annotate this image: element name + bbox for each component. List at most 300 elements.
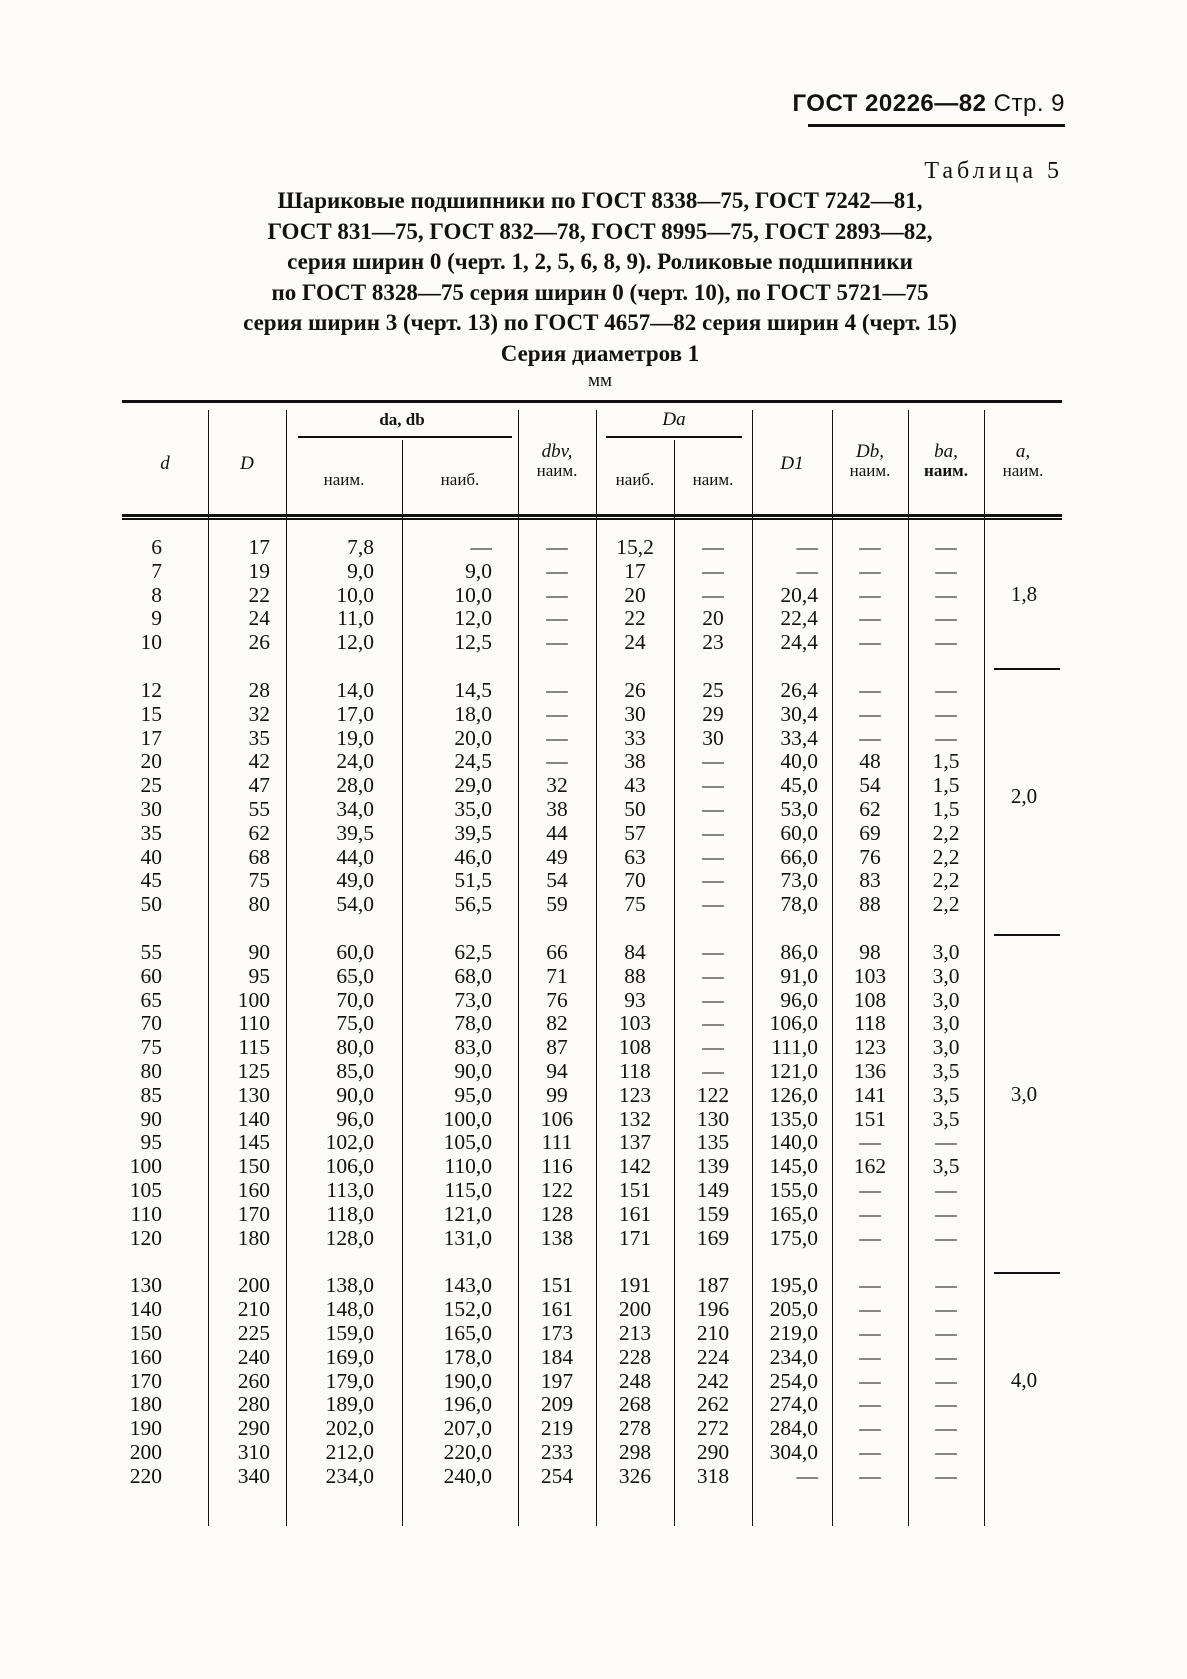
cell-Db: — <box>859 1439 881 1464</box>
cell-Da-min: 149 <box>696 1177 730 1202</box>
cell-D: 200 <box>237 1273 270 1298</box>
cell-da-max: 24,5 <box>454 749 492 774</box>
cell-Db: — <box>859 677 881 702</box>
cell-Da-min: — <box>702 844 724 869</box>
cell-D1: 86,0 <box>780 939 818 964</box>
header-Da-max: наиб. <box>615 470 655 489</box>
cell-D: 90 <box>248 939 270 964</box>
cell-da-max: 143,0 <box>443 1273 492 1298</box>
title-line: серия ширин 0 (черт. 1, 2, 5, 6, 8, 9). Роликовые подшипники <box>287 249 913 274</box>
header-da-max: наиб. <box>440 470 480 489</box>
cell-da-max: 83,0 <box>454 1035 492 1060</box>
cell-da-max: 95,0 <box>454 1082 492 1107</box>
cell-D1: 45,0 <box>780 773 818 798</box>
cell-da-min: 7,8 <box>347 535 374 559</box>
cell-D: 115 <box>238 1035 270 1060</box>
cell-da-min: 60,0 <box>336 939 374 964</box>
cell-D: 28 <box>248 677 270 702</box>
cell-da-min: 138,0 <box>325 1273 374 1298</box>
title-line: Серия диаметров 1 <box>500 340 700 366</box>
cell-da-max: 68,0 <box>454 963 492 988</box>
cell-Db: 108 <box>853 987 887 1012</box>
cell-D: 225 <box>237 1320 270 1345</box>
cell-D1: — <box>796 558 818 583</box>
cell-dbv: 173 <box>540 1320 574 1345</box>
cell-Da-max: 43 <box>624 773 646 798</box>
cell-d: 130 <box>129 1273 162 1298</box>
unit-label: мм <box>587 370 613 391</box>
cell-D: 95 <box>248 963 270 988</box>
cell-Db: — <box>859 1201 881 1226</box>
cell-Da-min: 169 <box>696 1225 730 1250</box>
cell-D: 170 <box>237 1201 270 1226</box>
cell-Db: 162 <box>853 1154 887 1179</box>
header-subrule-da <box>298 436 512 438</box>
cell-Da-min: 159 <box>696 1201 730 1226</box>
cell-da-min: 9,0 <box>347 558 374 583</box>
cell-Da-min: — <box>702 1035 724 1060</box>
cell-da-min: 10,0 <box>336 582 374 607</box>
cell-D1: 20,4 <box>780 582 818 607</box>
cell-d: 8 <box>151 582 162 607</box>
column-da-max <box>412 536 492 1488</box>
cell-dbv: 151 <box>540 1273 574 1298</box>
cell-D1: 175,0 <box>769 1225 818 1250</box>
cell-da-max: — <box>470 535 492 559</box>
cell-Db: — <box>859 535 881 559</box>
cell-ba: — <box>935 677 957 702</box>
header-Da: Da <box>662 409 686 430</box>
cell-ba: — <box>935 1344 957 1369</box>
cell-d: 60 <box>140 963 162 988</box>
cell-da-min: 169,0 <box>325 1344 374 1369</box>
cell-dbv: — <box>546 630 568 655</box>
cell-d: 15 <box>140 701 162 726</box>
cell-Db: 136 <box>853 1058 887 1083</box>
cell-D: 75 <box>248 868 270 893</box>
cell-d: 9 <box>151 606 162 631</box>
cell-da-max: 78,0 <box>454 1011 492 1036</box>
cell-Da-min: 20 <box>702 606 724 631</box>
table-top-rule <box>122 400 1062 403</box>
cell-D1: 121,0 <box>769 1058 818 1083</box>
table-label: Таблица 5 <box>924 158 1063 184</box>
cell-Db: 88 <box>859 892 881 917</box>
cell-Da-min: 122 <box>696 1082 730 1107</box>
cell-Db: 76 <box>859 844 881 869</box>
cell-D1: 91,0 <box>780 963 818 988</box>
cell-Db: — <box>859 1177 881 1202</box>
cell-Da-min: 30 <box>702 725 724 750</box>
cell-d: 200 <box>129 1439 162 1464</box>
cell-Db: — <box>859 1463 881 1488</box>
cell-d: 20 <box>140 749 162 774</box>
cell-D1: 135,0 <box>769 1106 818 1131</box>
cell-Da-max: 103 <box>618 1011 652 1036</box>
cell-Db: 118 <box>854 1011 886 1036</box>
cell-Db: — <box>859 1344 881 1369</box>
cell-da-max: 12,5 <box>454 630 492 655</box>
cell-D: 110 <box>238 1011 270 1036</box>
cell-D: 130 <box>237 1082 270 1107</box>
cell-d: 170 <box>129 1368 162 1393</box>
cell-da-max: 121,0 <box>443 1201 492 1226</box>
cell-da-min: 34,0 <box>336 796 374 821</box>
cell-da-max: 220,0 <box>443 1439 492 1464</box>
cell-da-max: 178,0 <box>443 1344 492 1369</box>
cell-dbv: 161 <box>540 1297 574 1322</box>
cell-d: 190 <box>129 1416 162 1441</box>
cell-Da-min: — <box>702 892 724 917</box>
cell-da-max: 18,0 <box>454 701 492 726</box>
cell-Da-max: 123 <box>618 1082 652 1107</box>
cell-da-max: 29,0 <box>454 773 492 798</box>
cell-Db: 54 <box>859 773 881 798</box>
col-divider <box>752 410 753 1526</box>
cell-Db: — <box>859 1416 881 1441</box>
cell-Da-min: — <box>702 796 724 821</box>
cell-d: 30 <box>140 796 162 821</box>
cell-d: 7 <box>151 558 162 583</box>
cell-da-max: 73,0 <box>454 987 492 1012</box>
cell-D: 280 <box>237 1392 270 1417</box>
cell-Db: — <box>859 1225 881 1250</box>
cell-Da-max: 50 <box>624 796 646 821</box>
cell-Db: 69 <box>859 820 881 845</box>
cell-Da-min: 242 <box>696 1368 730 1393</box>
cell-d: 40 <box>140 844 162 869</box>
cell-da-max: 240,0 <box>443 1463 492 1488</box>
cell-D: 310 <box>237 1439 270 1464</box>
cell-Da-min: — <box>702 582 724 607</box>
cell-da-max: 110,0 <box>444 1154 492 1179</box>
page-header <box>793 90 1065 118</box>
cell-Da-max: 108 <box>618 1035 652 1060</box>
cell-da-max: 39,5 <box>454 820 492 845</box>
cell-da-min: 189,0 <box>325 1392 374 1417</box>
cell-dbv: 44 <box>546 820 568 845</box>
cell-dbv: 106 <box>540 1106 574 1131</box>
cell-Da-min: 135 <box>696 1130 730 1155</box>
a-group-rule <box>994 668 1060 670</box>
cell-Da-min: 224 <box>696 1344 730 1369</box>
cell-Da-max: 26 <box>624 677 646 702</box>
gost-number: ГОСТ 20226—82 <box>792 90 987 117</box>
cell-ba: — <box>935 606 957 631</box>
cell-dbv: 122 <box>540 1177 574 1202</box>
cell-da-max: 9,0 <box>465 558 492 583</box>
cell-D1: 30,4 <box>780 701 818 726</box>
cell-D1: 165,0 <box>769 1201 818 1226</box>
cell-da-min: 28,0 <box>336 773 374 798</box>
cell-dbv: 116 <box>541 1154 573 1179</box>
cell-dbv: — <box>546 582 568 607</box>
cell-d: 140 <box>129 1297 162 1322</box>
cell-D1: 33,4 <box>780 725 818 750</box>
cell-dbv: 233 <box>540 1439 574 1464</box>
cell-ba: — <box>935 1392 957 1417</box>
cell-D: 68 <box>248 844 270 869</box>
cell-ba: — <box>935 558 957 583</box>
cell-Da-max: 200 <box>618 1297 652 1322</box>
cell-Db: 103 <box>853 963 887 988</box>
cell-d: 70 <box>140 1011 162 1036</box>
cell-D1: 140,0 <box>769 1130 818 1155</box>
cell-da-max: 207,0 <box>443 1416 492 1441</box>
cell-ba: — <box>935 701 957 726</box>
cell-ba: — <box>935 630 957 655</box>
cell-Db: 83 <box>859 868 881 893</box>
cell-D1: 53,0 <box>780 796 818 821</box>
cell-d: 12 <box>140 677 162 702</box>
cell-da-min: 49,0 <box>336 868 374 893</box>
column-dbv <box>518 536 596 1488</box>
cell-da-min: 179,0 <box>325 1368 374 1393</box>
cell-da-max: 100,0 <box>443 1106 492 1131</box>
cell-D1: 66,0 <box>780 844 818 869</box>
cell-Da-min: 25 <box>702 677 724 702</box>
cell-dbv: 87 <box>546 1035 568 1060</box>
header-da-db: da, db <box>379 410 425 429</box>
col-divider <box>984 410 985 1526</box>
title-line: ГОСТ 831—75, ГОСТ 832—78, ГОСТ 8995—75, ГОСТ 2893—82, <box>267 218 933 244</box>
cell-da-min: 19,0 <box>336 725 374 750</box>
cell-dbv: — <box>546 677 568 702</box>
cell-dbv: 138 <box>540 1225 574 1250</box>
cell-Da-min: 210 <box>696 1320 730 1345</box>
cell-dbv: 219 <box>540 1416 574 1441</box>
cell-D: 55 <box>248 796 270 821</box>
cell-D1: 274,0 <box>769 1392 818 1417</box>
cell-dbv: — <box>546 535 568 559</box>
column-Db <box>832 536 908 1488</box>
cell-Da-max: 248 <box>618 1368 652 1393</box>
cell-Da-max: 15,2 <box>616 535 654 559</box>
cell-Db: — <box>859 558 881 583</box>
cell-da-max: 12,0 <box>454 606 492 631</box>
cell-da-min: 85,0 <box>336 1058 374 1083</box>
cell-D1: 145,0 <box>769 1154 818 1179</box>
cell-D: 22 <box>248 582 270 607</box>
cell-Da-min: 29 <box>702 701 724 726</box>
cell-D1: 155,0 <box>769 1177 818 1202</box>
cell-Db: — <box>859 630 881 655</box>
col-divider <box>286 410 287 1526</box>
cell-D: 150 <box>237 1154 270 1179</box>
cell-ba: — <box>935 535 957 559</box>
cell-D: 290 <box>237 1416 270 1441</box>
cell-D: 100 <box>237 987 270 1012</box>
cell-Db: — <box>859 606 881 631</box>
cell-D: 62 <box>248 820 270 845</box>
cell-da-min: 44,0 <box>336 844 374 869</box>
cell-ba: — <box>935 1201 957 1226</box>
cell-da-min: 128,0 <box>325 1225 374 1250</box>
cell-D1: 195,0 <box>769 1273 818 1298</box>
column-ba <box>908 536 984 1488</box>
header-d: d <box>160 453 170 474</box>
cell-ba: 3,0 <box>932 939 960 964</box>
cell-D1: 111,0 <box>771 1035 818 1060</box>
cell-Db: — <box>859 1320 881 1345</box>
header-a: a, наим. <box>1002 441 1044 480</box>
cell-Da-max: 75 <box>624 892 646 917</box>
column-D <box>212 536 270 1488</box>
cell-da-max: 56,5 <box>454 892 492 917</box>
cell-da-max: 115,0 <box>444 1177 492 1202</box>
cell-dbv: 59 <box>546 892 568 917</box>
cell-Da-max: 268 <box>618 1392 652 1417</box>
cell-D1: 22,4 <box>780 606 818 631</box>
cell-da-min: 234,0 <box>325 1463 374 1488</box>
column-d <box>122 536 162 1488</box>
header-da-min: наим. <box>323 470 365 489</box>
cell-D1: 234,0 <box>769 1344 818 1369</box>
cell-D: 160 <box>237 1177 270 1202</box>
cell-Da-min: 318 <box>696 1463 730 1488</box>
cell-da-min: 106,0 <box>325 1154 374 1179</box>
header-subrule-Da <box>606 436 742 438</box>
col-divider <box>402 440 403 1526</box>
cell-da-max: 46,0 <box>454 844 492 869</box>
cell-dbv: — <box>546 701 568 726</box>
cell-Da-max: 30 <box>624 701 646 726</box>
cell-D: 145 <box>237 1130 270 1155</box>
cell-D: 42 <box>248 749 270 774</box>
cell-dbv: 197 <box>540 1368 574 1393</box>
cell-dbv: 32 <box>546 773 568 798</box>
cell-ba: 2,2 <box>932 844 960 869</box>
cell-dbv: 38 <box>546 796 568 821</box>
cell-da-min: 17,0 <box>336 701 374 726</box>
cell-da-min: 39,5 <box>336 820 374 845</box>
cell-Da-min: — <box>702 963 724 988</box>
cell-Da-min: 262 <box>696 1392 730 1417</box>
cell-D1: 24,4 <box>780 630 818 655</box>
cell-Da-min: — <box>702 987 724 1012</box>
cell-Da-min: 130 <box>696 1106 730 1131</box>
table-title <box>150 186 1050 369</box>
cell-D1: 60,0 <box>780 820 818 845</box>
cell-Da-max: 278 <box>618 1416 652 1441</box>
cell-dbv: — <box>546 749 568 774</box>
cell-da-max: 10,0 <box>454 582 492 607</box>
cell-ba: 3,0 <box>932 1035 960 1060</box>
cell-d: 180 <box>129 1392 162 1417</box>
cell-dbv: 254 <box>540 1463 574 1488</box>
cell-da-min: 212,0 <box>325 1439 374 1464</box>
cell-Da-max: 171 <box>618 1225 652 1250</box>
cell-d: 90 <box>140 1106 162 1131</box>
header-rule <box>808 124 1065 127</box>
cell-da-max: 152,0 <box>443 1297 492 1322</box>
cell-ba: — <box>935 1416 957 1441</box>
cell-Db: — <box>859 1297 881 1322</box>
cell-Da-max: 228 <box>618 1344 652 1369</box>
cell-dbv: 111 <box>541 1130 573 1155</box>
cell-da-max: 131,0 <box>443 1225 492 1250</box>
cell-d: 80 <box>140 1058 162 1083</box>
cell-ba: — <box>935 725 957 750</box>
cell-Da-max: 326 <box>618 1463 652 1488</box>
cell-D: 17 <box>248 535 270 559</box>
cell-D1: 96,0 <box>780 987 818 1012</box>
cell-ba: 3,5 <box>932 1082 960 1107</box>
cell-Db: 151 <box>853 1106 887 1131</box>
header-Db: Db, наим. <box>849 441 891 480</box>
cell-Db: 98 <box>859 939 881 964</box>
col-divider <box>208 410 209 1526</box>
column-da-min <box>298 536 374 1488</box>
a-value: 4,0 <box>1010 1367 1038 1392</box>
cell-dbv: 128 <box>540 1201 574 1226</box>
cell-D1: 219,0 <box>769 1320 818 1345</box>
cell-Da-min: 187 <box>696 1273 730 1298</box>
cell-ba: 1,5 <box>932 773 960 798</box>
cell-Da-max: 151 <box>618 1177 652 1202</box>
cell-da-min: 80,0 <box>336 1035 374 1060</box>
a-value: 2,0 <box>1010 784 1038 808</box>
cell-da-min: 159,0 <box>325 1320 374 1345</box>
cell-Da-min: — <box>702 820 724 845</box>
cell-dbv: 76 <box>546 987 568 1012</box>
cell-da-max: 190,0 <box>443 1368 492 1393</box>
cell-Da-max: 33 <box>624 725 646 750</box>
cell-D: 35 <box>248 725 270 750</box>
cell-da-max: 14,5 <box>454 677 492 702</box>
cell-dbv: 184 <box>540 1344 574 1369</box>
cell-Da-min: 23 <box>702 630 724 655</box>
cell-Da-min: 139 <box>696 1154 730 1179</box>
title-line: Шариковые подшипники по ГОСТ 8338—75, ГОСТ 7242—81, <box>277 188 923 213</box>
cell-D1: 40,0 <box>780 749 818 774</box>
cell-D: 19 <box>248 558 270 583</box>
cell-Da-max: 24 <box>624 630 646 655</box>
cell-Da-min: 272 <box>696 1416 730 1441</box>
cell-D: 180 <box>237 1225 270 1250</box>
cell-ba: — <box>935 1177 957 1202</box>
cell-Da-max: 20 <box>624 582 646 607</box>
page-number: Стр. 9 <box>993 90 1065 117</box>
cell-dbv: 49 <box>546 844 568 869</box>
cell-ba: — <box>935 1463 957 1488</box>
cell-D1: — <box>796 535 818 559</box>
cell-D1: — <box>796 1463 818 1488</box>
cell-D: 340 <box>237 1463 270 1488</box>
cell-D: 125 <box>237 1058 270 1083</box>
cell-ba: — <box>935 1130 957 1155</box>
header-bottom-rule-2 <box>122 518 1062 520</box>
cell-ba: 2,2 <box>932 820 960 845</box>
cell-Da-max: 84 <box>624 939 646 964</box>
cell-d: 220 <box>129 1463 162 1488</box>
cell-da-max: 105,0 <box>443 1130 492 1155</box>
cell-ba: — <box>935 1273 957 1298</box>
cell-d: 75 <box>140 1035 162 1060</box>
cell-Db: 123 <box>853 1035 887 1060</box>
cell-d: 6 <box>151 535 162 559</box>
a-group-rule <box>994 934 1060 936</box>
cell-da-min: 11,0 <box>337 606 374 631</box>
cell-d: 10 <box>140 630 162 655</box>
cell-D: 32 <box>248 701 270 726</box>
cell-Db: — <box>859 1273 881 1298</box>
cell-dbv: 54 <box>546 868 568 893</box>
cell-dbv: — <box>546 606 568 631</box>
cell-da-min: 54,0 <box>336 892 374 917</box>
cell-ba: 3,5 <box>932 1058 960 1083</box>
cell-da-max: 20,0 <box>454 725 492 750</box>
